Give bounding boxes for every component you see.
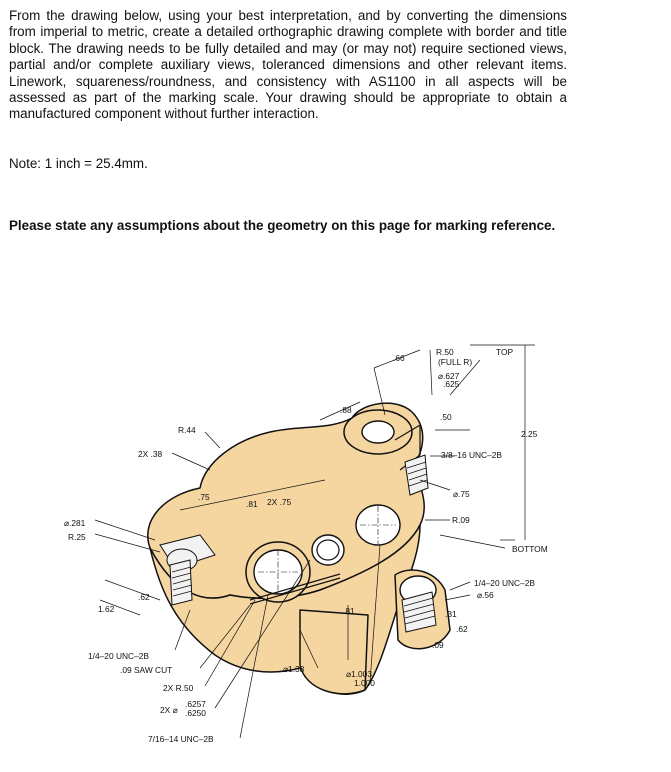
dim-label: 2X .75 <box>267 497 292 507</box>
dim-label: 1.62 <box>98 604 115 614</box>
dim-label: .81 <box>343 606 355 616</box>
dim-label: ⌀.56 <box>477 590 494 600</box>
units-note: Note: 1 inch = 25.4mm. <box>9 156 148 171</box>
dim-label: .88 <box>340 405 352 415</box>
dim-label: R.25 <box>68 532 86 542</box>
dim-label: .75 <box>198 492 210 502</box>
dim-label: .6257 <box>185 699 206 709</box>
dim-label: R.44 <box>178 425 196 435</box>
dim-label: R.09 <box>452 515 470 525</box>
dim-label: ⌀.75 <box>453 489 470 499</box>
right-bolt <box>400 576 436 632</box>
dim-label: .62 <box>456 624 468 634</box>
dim-label: 1/4–20 UNC–2B <box>474 578 535 588</box>
dim-label: .31 <box>445 609 457 619</box>
dim-label: 7/16–14 UNC–2B <box>148 734 214 744</box>
dim-label: 2.25 <box>521 429 538 439</box>
dim-label: ⌀.627 <box>438 371 460 381</box>
bolt-left <box>170 560 192 605</box>
dim-label: .66 <box>393 353 405 363</box>
dim-label: (FULL R) <box>438 357 473 367</box>
dim-label: TOP <box>496 347 514 357</box>
dim-label: 1/4–20 UNC–2B <box>88 651 149 661</box>
dim-label: ⌀1.38 <box>283 664 305 674</box>
dim-label: 3/8–16 UNC–2B <box>441 450 502 460</box>
dim-label: BOTTOM <box>512 544 548 554</box>
dim-label: 2X .38 <box>138 449 163 459</box>
top-lug-hole <box>362 421 394 443</box>
dim-label: .81 <box>246 499 258 509</box>
dim-label: 1.000 <box>354 678 375 688</box>
dim-label: .09 <box>432 640 444 650</box>
dim-label: ⌀1.003 <box>346 669 373 679</box>
instructions-paragraph: From the drawing below, using your best interpretation, and by converting the dimensions from imperial to metric, create a detailed orthographic drawing complete with border and title block. The drawing needs to be fully detailed and may (or may not) require sectioned views, partial and/or complete auxiliary views, toleranced dimensions and other relevant items. Linework, squareness/roundness, and consistency with AS1100 in all aspects will be assessed as part of the marking scale. Your drawing should be appropriate to obtain a manufactured component without further interaction. <box>9 8 567 122</box>
dim-label: .6250 <box>185 708 206 718</box>
dim-label: .09 SAW CUT <box>120 665 173 675</box>
dim-label: 2X R.50 <box>163 683 194 693</box>
dim-label: R.50 <box>436 347 454 357</box>
dim-label: .50 <box>440 412 452 422</box>
dim-label: ⌀.281 <box>64 518 86 528</box>
dim-label: .62 <box>138 592 150 602</box>
dim-label: 2X ⌀ <box>160 705 178 715</box>
dim-label: .625 <box>443 379 460 389</box>
assumptions-prompt: Please state any assumptions about the geometry on this page for marking reference. <box>9 218 556 233</box>
